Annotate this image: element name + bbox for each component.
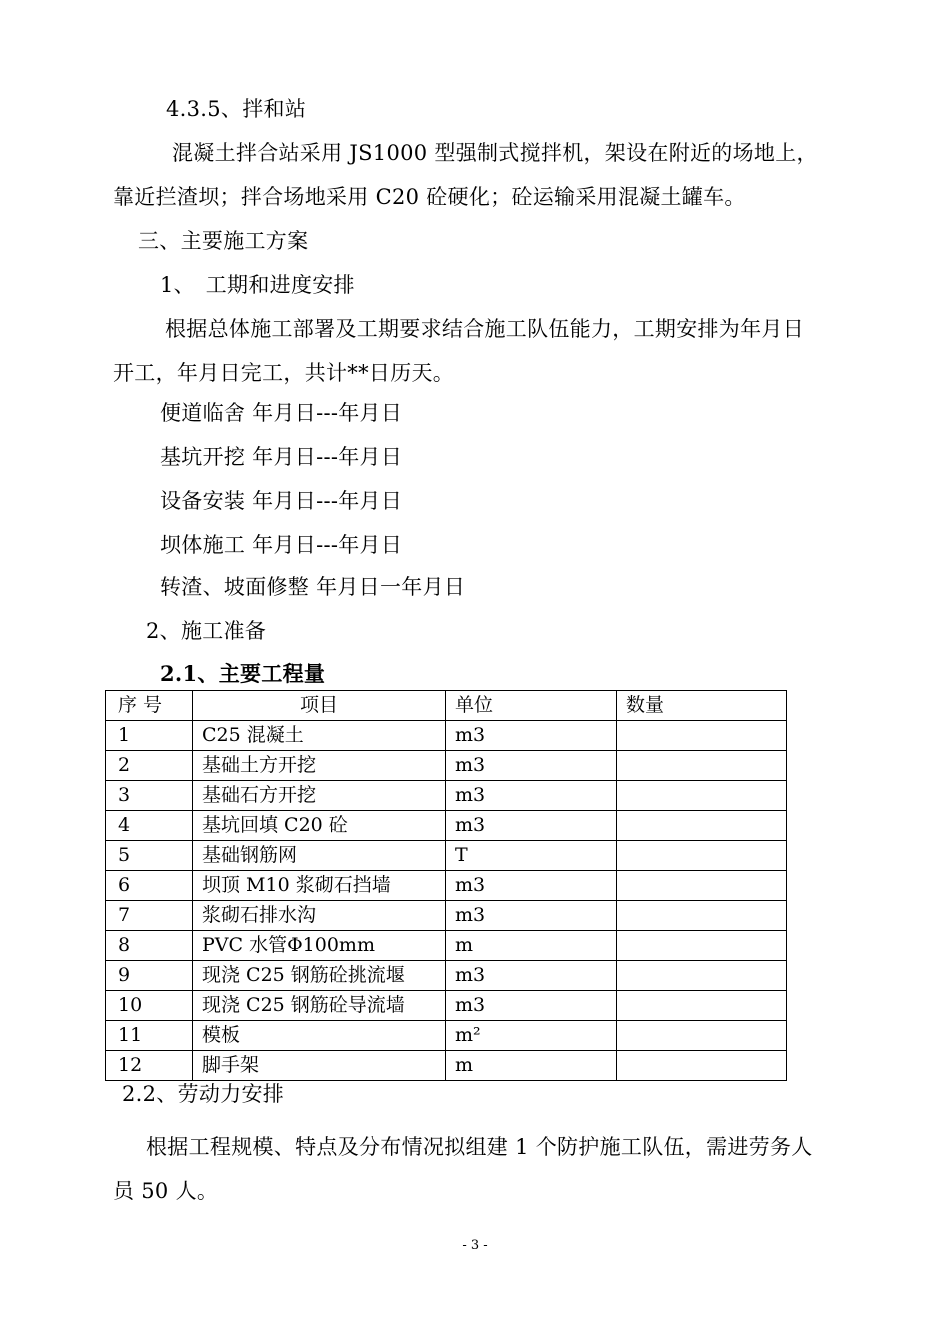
cell-unit: m3 bbox=[446, 961, 617, 991]
cell-item: 脚手架 bbox=[193, 1051, 446, 1081]
cell-index: 2 bbox=[106, 751, 193, 781]
cell-item: 浆砌石排水沟 bbox=[193, 901, 446, 931]
schedule-item: 设备安装 年月日---年月日 bbox=[160, 489, 403, 513]
table-row bbox=[106, 961, 787, 991]
cell-quantity bbox=[617, 751, 787, 781]
cell-unit: m bbox=[446, 931, 617, 961]
header-cell-quantity: 数量 bbox=[617, 691, 787, 721]
cell-unit: m bbox=[446, 1051, 617, 1081]
cell-item: 基坑回填 C20 砼 bbox=[193, 811, 446, 841]
cell-quantity bbox=[617, 721, 787, 751]
cell-quantity bbox=[617, 961, 787, 991]
cell-unit: m3 bbox=[446, 721, 617, 751]
table-row bbox=[106, 781, 787, 811]
mixing-paragraph-line-1: 混凝土拌合站采用 JS1000 型强制式搅拌机，架设在附近的场地上， bbox=[172, 141, 818, 165]
cell-item: 基础钢筋网 bbox=[193, 841, 446, 871]
subheading-2: 2、施工准备 bbox=[146, 619, 267, 643]
cell-unit: m3 bbox=[446, 781, 617, 811]
cell-unit: m3 bbox=[446, 901, 617, 931]
cell-quantity bbox=[617, 901, 787, 931]
schedule-item: 便道临舍 年月日---年月日 bbox=[160, 401, 403, 425]
table-row bbox=[106, 991, 787, 1021]
cell-quantity bbox=[617, 991, 787, 1021]
cell-index: 3 bbox=[106, 781, 193, 811]
mixing-paragraph-line-2: 靠近拦渣坝；拌合场地采用 C20 砼硬化；砼运输采用混凝土罐车。 bbox=[113, 185, 746, 209]
cell-unit: m3 bbox=[446, 751, 617, 781]
schedule-paragraph-line-1: 根据总体施工部署及工期要求结合施工队伍能力，工期安排为年月日 bbox=[165, 317, 804, 341]
cell-index: 1 bbox=[106, 721, 193, 751]
cell-item: 模板 bbox=[193, 1021, 446, 1051]
quantities-table bbox=[105, 690, 787, 1081]
cell-quantity bbox=[617, 871, 787, 901]
cell-quantity bbox=[617, 1051, 787, 1081]
heading-4-3-5: 4.3.5、拌和站 bbox=[166, 97, 307, 121]
cell-unit: m3 bbox=[446, 991, 617, 1021]
schedule-item: 基坑开挖 年月日---年月日 bbox=[160, 445, 403, 469]
cell-quantity bbox=[617, 1021, 787, 1051]
table-header-row bbox=[106, 691, 787, 721]
cell-index: 10 bbox=[106, 991, 193, 1021]
cell-unit: m² bbox=[446, 1021, 617, 1051]
cell-index: 5 bbox=[106, 841, 193, 871]
cell-unit: m3 bbox=[446, 871, 617, 901]
table-row bbox=[106, 841, 787, 871]
header-cell-unit: 单位 bbox=[446, 691, 617, 721]
labor-paragraph-line-1: 根据工程规模、特点及分布情况拟组建 1 个防护施工队伍，需进劳务人 bbox=[146, 1135, 813, 1159]
header-cell-index: 序 号 bbox=[106, 691, 193, 721]
schedule-item: 坝体施工 年月日---年月日 bbox=[160, 533, 403, 557]
cell-index: 12 bbox=[106, 1051, 193, 1081]
cell-index: 4 bbox=[106, 811, 193, 841]
cell-quantity bbox=[617, 841, 787, 871]
cell-index: 11 bbox=[106, 1021, 193, 1051]
cell-quantity bbox=[617, 811, 787, 841]
cell-quantity bbox=[617, 781, 787, 811]
cell-index: 8 bbox=[106, 931, 193, 961]
cell-index: 6 bbox=[106, 871, 193, 901]
table-row bbox=[106, 751, 787, 781]
page-number: - 3 - bbox=[462, 1238, 488, 1253]
cell-index: 9 bbox=[106, 961, 193, 991]
cell-item: C25 混凝土 bbox=[193, 721, 446, 751]
table-row bbox=[106, 811, 787, 841]
schedule-item: 转渣、坡面修整 年月日一年月日 bbox=[160, 575, 466, 599]
cell-unit: m3 bbox=[446, 811, 617, 841]
subheading-2-1: 2.1、主要工程量 bbox=[160, 661, 326, 686]
table-row bbox=[106, 931, 787, 961]
table-row bbox=[106, 901, 787, 931]
subheading-2-2: 2.2、劳动力安排 bbox=[122, 1082, 285, 1106]
cell-unit: T bbox=[446, 841, 617, 871]
table-row bbox=[106, 1021, 787, 1051]
subheading-1: 1、 工期和进度安排 bbox=[160, 273, 355, 297]
labor-paragraph-line-2: 员 50 人。 bbox=[113, 1179, 219, 1203]
table-row bbox=[106, 721, 787, 751]
cell-item: 坝顶 M10 浆砌石挡墙 bbox=[193, 871, 446, 901]
section-heading-3: 三、主要施工方案 bbox=[138, 229, 309, 253]
header-cell-item: 项目 bbox=[193, 691, 446, 721]
cell-item: 基础土方开挖 bbox=[193, 751, 446, 781]
cell-index: 7 bbox=[106, 901, 193, 931]
cell-quantity bbox=[617, 931, 787, 961]
table-row bbox=[106, 871, 787, 901]
cell-item: 现浇 C25 钢筋砼挑流堰 bbox=[193, 961, 446, 991]
cell-item: PVC 水管Φ100mm bbox=[193, 931, 446, 961]
cell-item: 现浇 C25 钢筋砼导流墙 bbox=[193, 991, 446, 1021]
cell-item: 基础石方开挖 bbox=[193, 781, 446, 811]
table-row bbox=[106, 1051, 787, 1081]
schedule-paragraph-line-2: 开工，年月日完工，共计**日历天。 bbox=[113, 361, 455, 385]
